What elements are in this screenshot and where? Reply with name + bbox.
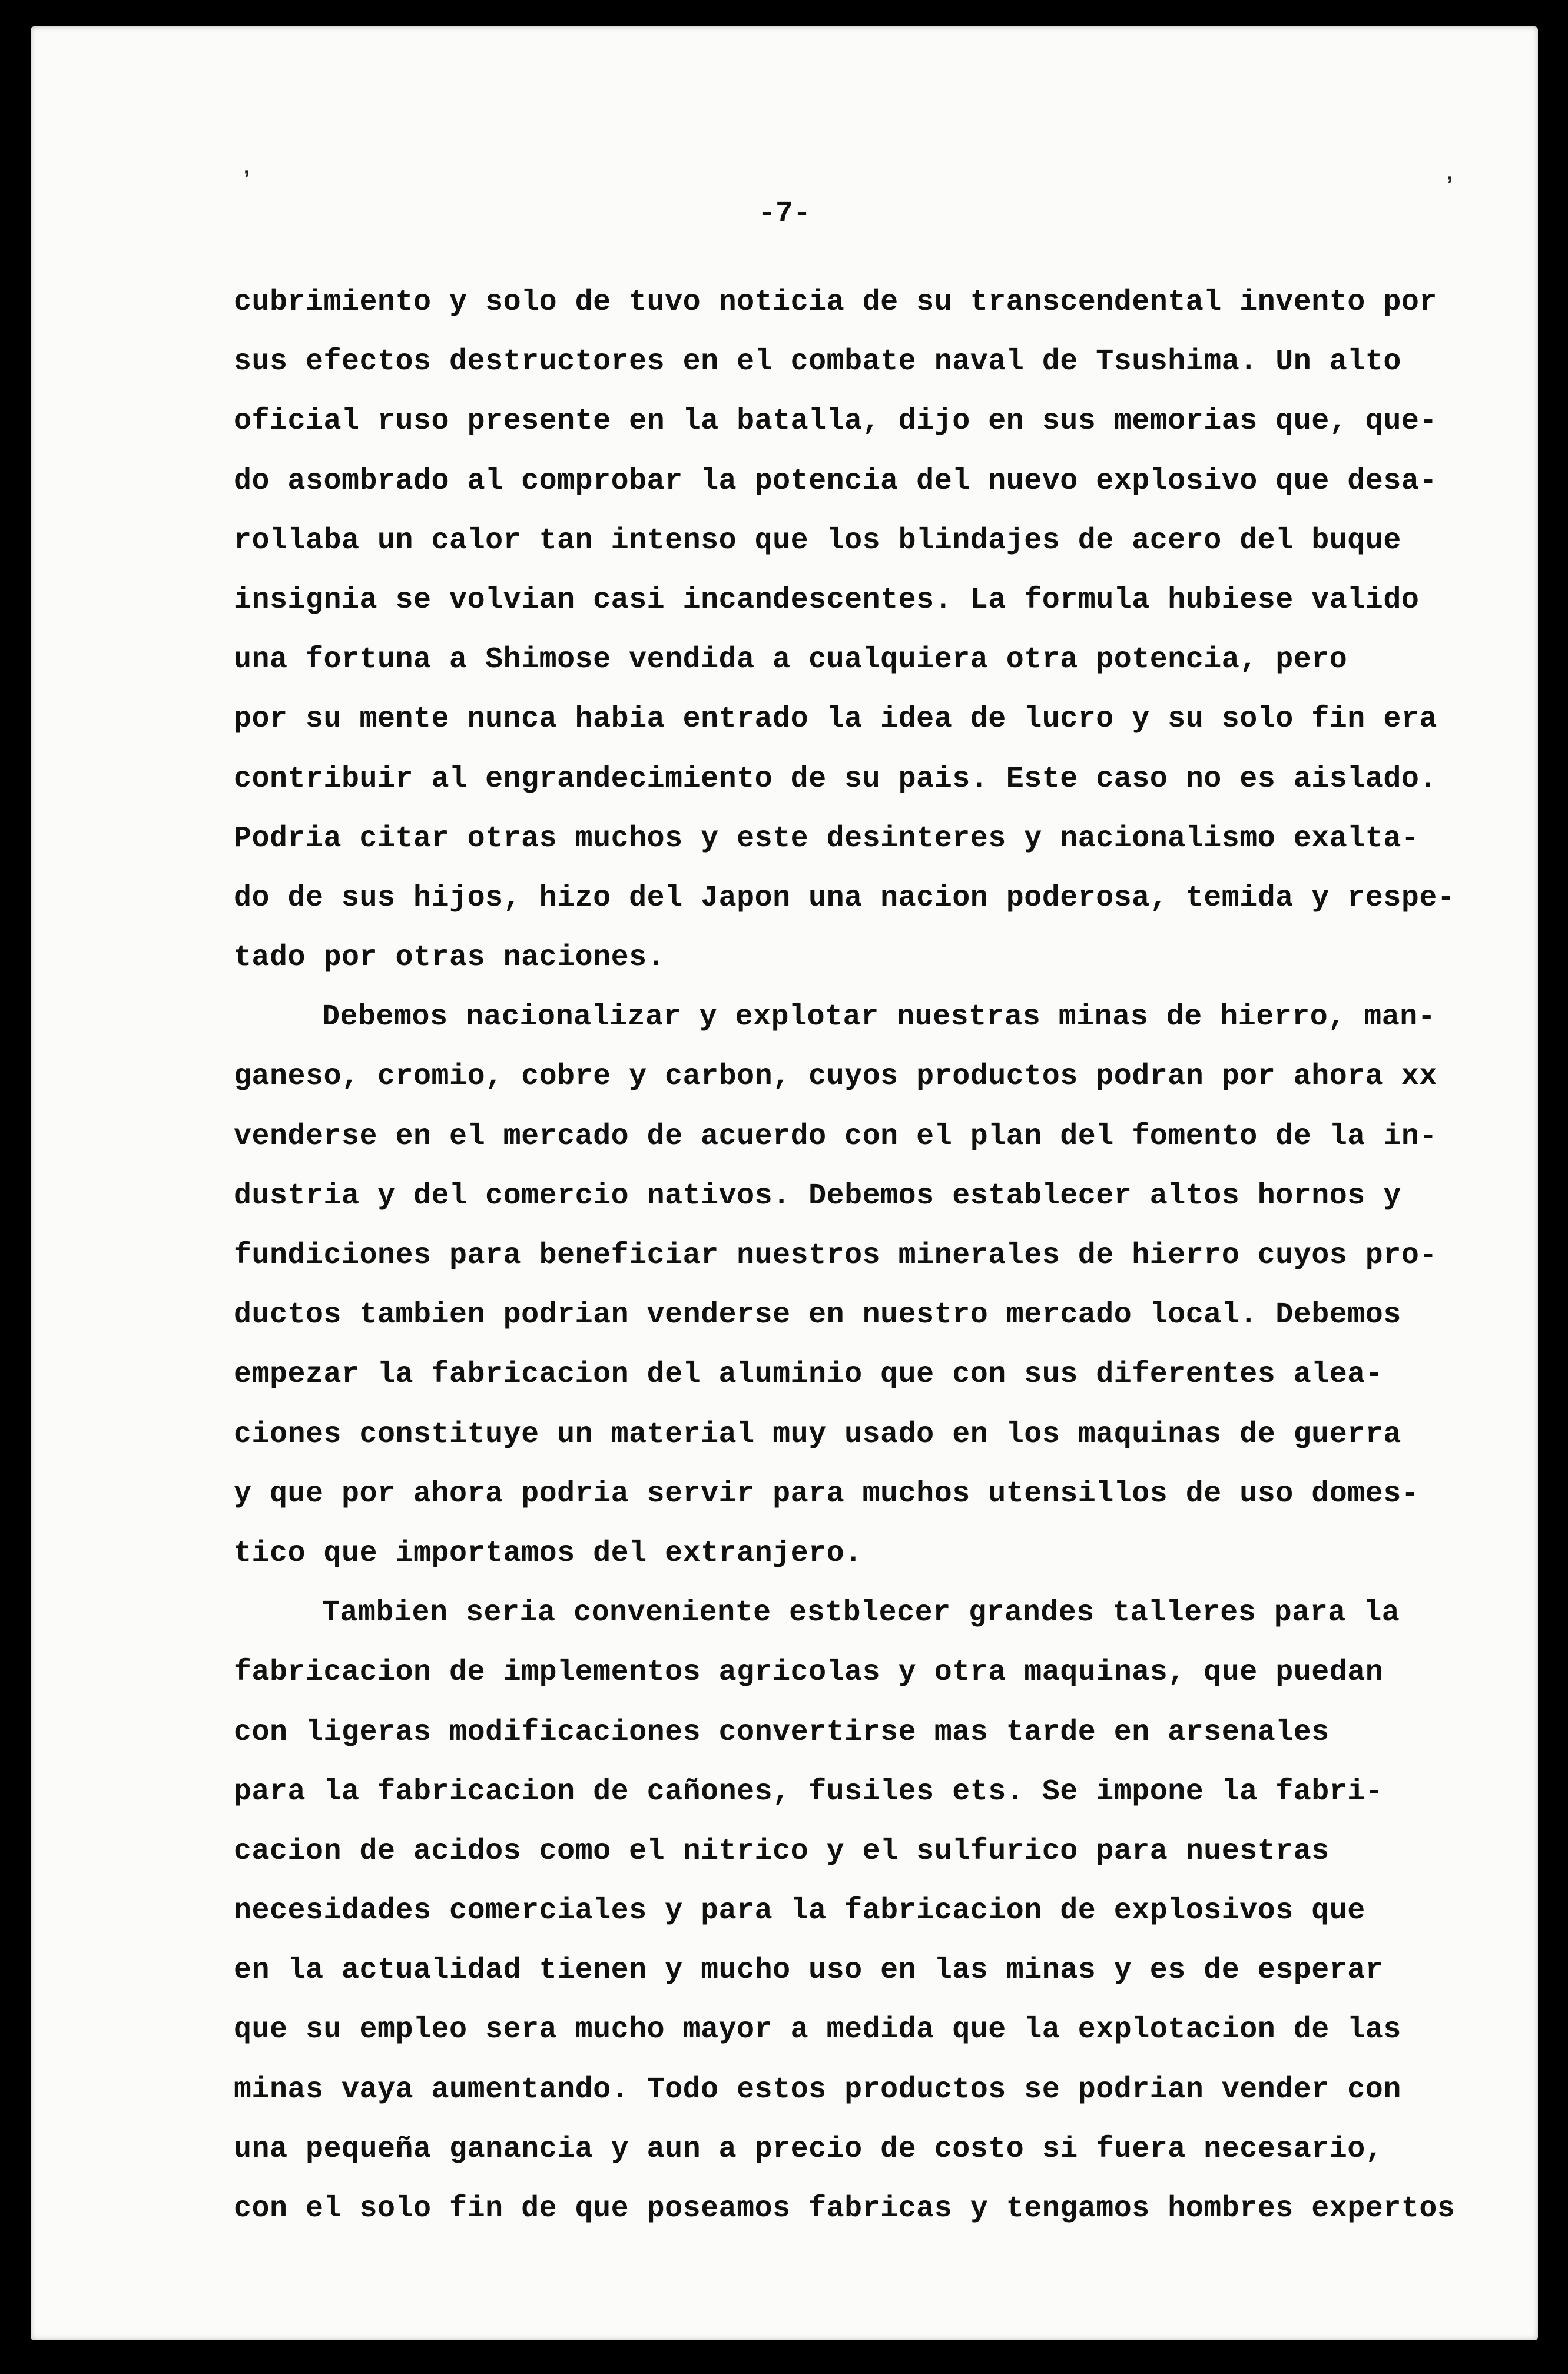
text-line: cacion de acidos como el nitrico y el sulfurico para nuestras: [234, 1834, 1330, 1868]
text-line: y que por ahora podria servir para muchos utensillos de uso domes-: [234, 1477, 1420, 1511]
text-line: rollaba un calor tan intenso que los blindajes de acero del buque: [234, 523, 1401, 558]
page-number: -7-: [757, 197, 811, 231]
text-line: tico que importamos del extranjero.: [234, 1536, 863, 1570]
text-line: fundiciones para beneficiar nuestros minerales de hierro cuyos pro-: [234, 1239, 1437, 1272]
text-line: para la fabricacion de cañones, fusiles ets. Se impone la fabri-: [234, 1775, 1384, 1809]
text-line: una pequeña ganancia y aun a precio de costo si fuera necesario,: [234, 2132, 1384, 2166]
text-line: fabricacion de implementos agricolas y otra maquinas, que puedan: [234, 1656, 1384, 1690]
text-line: que su empleo sera mucho mayor a medida que la explotacion de las: [234, 2013, 1401, 2047]
document-page: [31, 26, 1538, 2340]
text-line: do de sus hijos, hizo del Japon una nacion poderosa, temida y respe-: [234, 881, 1456, 915]
text-line: cubrimiento y solo de tuvo noticia de su transcendental invento por: [234, 286, 1437, 319]
paragraph-start-line: Debemos nacionalizar y explotar nuestras minas de hierro, man-: [322, 1000, 1436, 1035]
text-line: venderse en el mercado de acuerdo con el plan del fomento de la in-: [234, 1119, 1437, 1153]
text-line: ganeso, cromio, cobre y carbon, cuyos productos podran por ahora xx: [234, 1060, 1437, 1094]
text-line: sus efectos destructores en el combate naval de Tsushima. Un alto: [234, 345, 1401, 379]
paragraph-start-line: Tambien seria conveniente estblecer grandes talleres para la: [322, 1596, 1400, 1630]
text-line: con el solo fin de que poseamos fabricas y tengamos hombres expertos: [234, 2192, 1456, 2226]
text-line: Podria citar otras muchos y este desinteres y nacionalismo exalta-: [234, 821, 1420, 856]
text-line: empezar la fabricacion del aluminio que con sus diferentes alea-: [234, 1358, 1384, 1392]
margin-mark-right: ʼ: [1443, 174, 1457, 200]
text-line: do asombrado al comprobar la potencia del nuevo explosivo que desa-: [234, 464, 1437, 498]
text-line: ciones constituye un material muy usado en los maquinas de guerra: [234, 1417, 1401, 1451]
margin-mark-left: ʼ: [240, 168, 254, 194]
text-line: una fortuna a Shimose vendida a cualquiera otra potencia, pero: [234, 643, 1348, 677]
text-line: oficial ruso presente en la batalla, dijo en sus memorias que, que-: [234, 404, 1437, 439]
text-line: dustria y del comercio nativos. Debemos establecer altos hornos y: [234, 1179, 1401, 1213]
text-line: necesidades comerciales y para la fabricacion de explosivos que: [234, 1894, 1365, 1928]
text-line: contribuir al engrandecimiento de su pais. Este caso no es aislado.: [234, 762, 1437, 796]
text-line: con ligeras modificaciones convertirse mas tarde en arsenales: [234, 1715, 1330, 1749]
body-text: [234, 273, 1470, 2239]
text-line: en la actualidad tienen y mucho uso en las minas y es de esperar: [234, 1954, 1384, 1988]
text-line: ductos tambien podrian venderse en nuestro mercado local. Debemos: [234, 1298, 1401, 1332]
text-line: tado por otras naciones.: [234, 941, 665, 975]
text-line: por su mente nunca habia entrado la idea de lucro y su solo fin era: [234, 702, 1437, 737]
text-line: insignia se volvian casi incandescentes. La formula hubiese valido: [234, 583, 1420, 617]
text-line: minas vaya aumentando. Todo estos productos se podrian vender con: [234, 2073, 1401, 2107]
